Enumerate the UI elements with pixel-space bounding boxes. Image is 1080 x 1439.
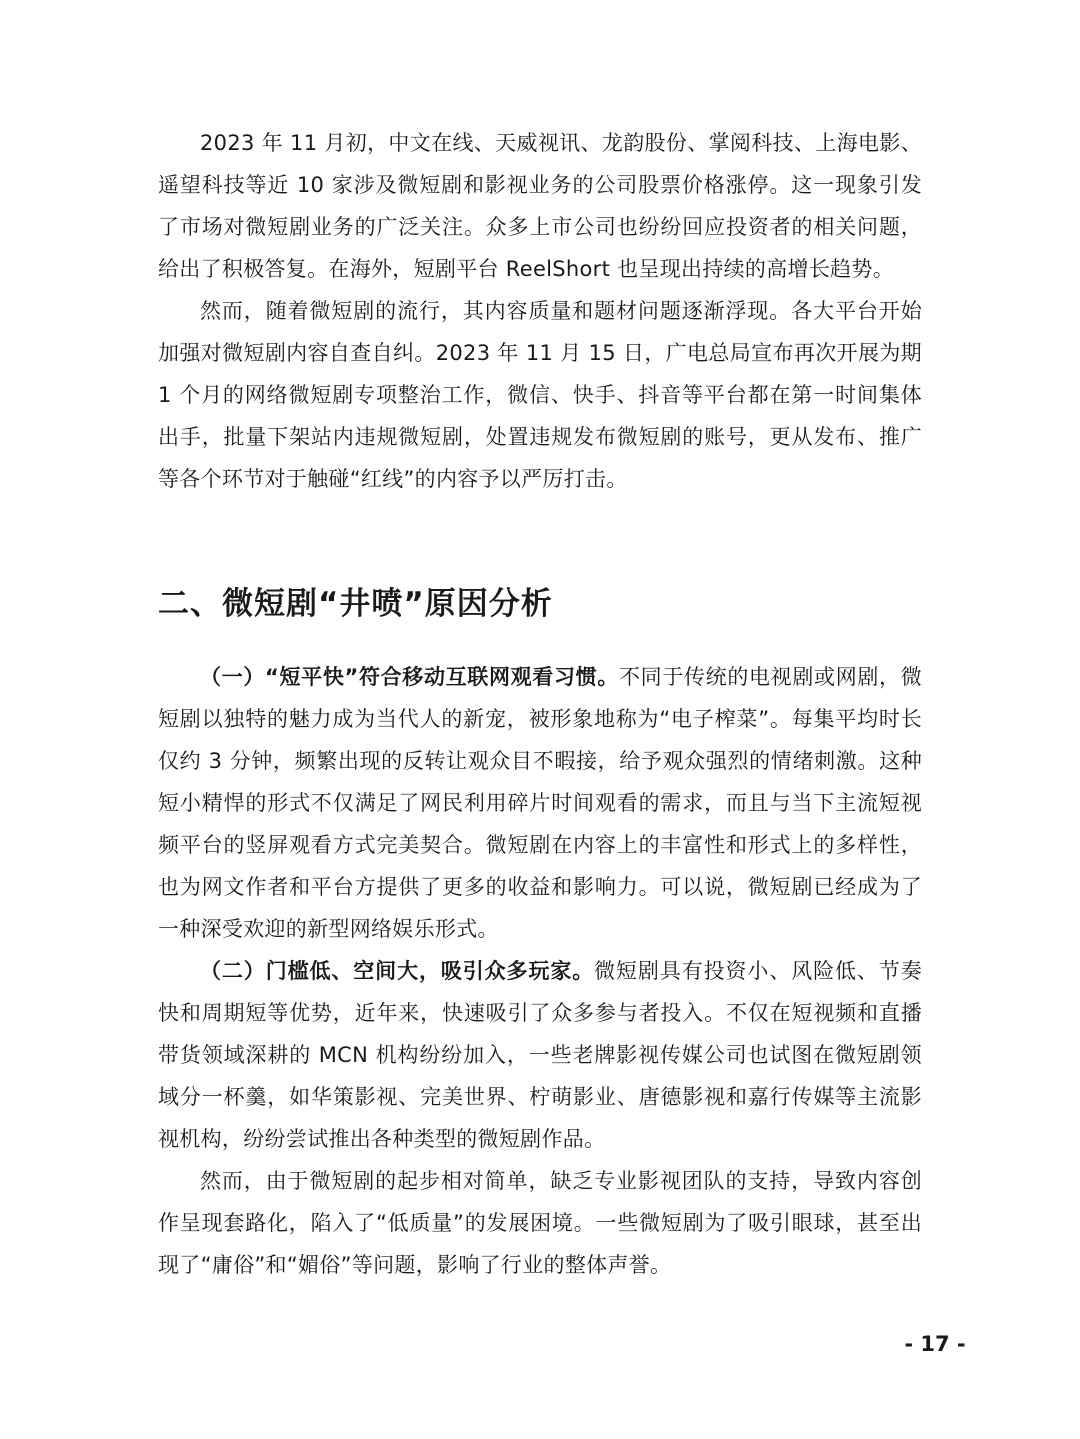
paragraph-market-surge: 2023 年 11 月初，中文在线、天威视讯、龙韵股份、掌阅科技、上海电影、遥望科技等近 10 家涉及微短剧和影视业务的公司股票价格涨停。这一现象引发了市场对微短剧业务的广泛关注。众多上市公司也纷纷回应投资者的相关问题，给出了积极答复。在海外，短剧平台 ReelShort 也呈现出持续的高增长趋势。 (158, 131, 922, 281)
paragraph-reason-two (158, 950, 922, 1160)
paragraph-closing: 然而，由于微短剧的起步相对简单，缺乏专业影视团队的支持，导致内容创作呈现套路化，陷入了“低质量”的发展困境。一些微短剧为了吸引眼球，甚至出现了“庸俗”和“媚俗”等问题，影响了行业的整体声誉。 (158, 1169, 922, 1277)
section-heading: 二、微短剧“井喷”原因分析 (158, 586, 553, 622)
reason-one-lead: （一）“短平快”符合移动互联网观看习惯。 (200, 665, 619, 689)
paragraph-regulation: 然而，随着微短剧的流行，其内容质量和题材问题逐渐浮现。各大平台开始加强对微短剧内容自查自纠。2023 年 11 月 15 日，广电总局宣布再次开展为期 1 个月的网络微短剧专项整治工作，微信、快手、抖音等平台都在第一时间集体出手，批量下架站内违规微短剧，处置违规发布微短剧的账号，更从发布、推广等各个环节对于触碰“红线”的内容予以严厉打击。 (158, 299, 922, 491)
reason-two-body: 微短剧具有投资小、风险低、节奏快和周期短等优势，近年来，快速吸引了众多参与者投入。不仅在短视频和直播带货领域深耕的 MCN 机构纷纷加入，一些老牌影视传媒公司也试图在微短剧领域分一杯羹，如华策影视、完美世界、柠萌影业、唐德影视和嘉行传媒等主流影视机构，纷纷尝试推出各种类型的微短剧作品。 (158, 959, 922, 1151)
reason-one-body: 不同于传统的电视剧或网剧，微短剧以独特的魅力成为当代人的新宠，被形象地称为“电子榨菜”。每集平均时长仅约 3 分钟，频繁出现的反转让观众目不暇接，给予观众强烈的情绪刺激。这种短小精悍的形式不仅满足了网民利用碎片时间观看的需求，而且与当下主流短视频平台的竖屏观看方式完美契合。微短剧在内容上的丰富性和形式上的多样性，也为网文作者和平台方提供了更多的收益和影响力。可以说，微短剧已经成为了一种深受欢迎的新型网络娱乐形式。 (158, 665, 922, 941)
section-intro (158, 122, 922, 500)
page-number: - 17 - (904, 1332, 966, 1356)
paragraph-reason-one (158, 656, 922, 950)
section-analysis (158, 656, 922, 1286)
reason-two-lead: （二）门槛低、空间大，吸引众多玩家。 (200, 959, 595, 983)
